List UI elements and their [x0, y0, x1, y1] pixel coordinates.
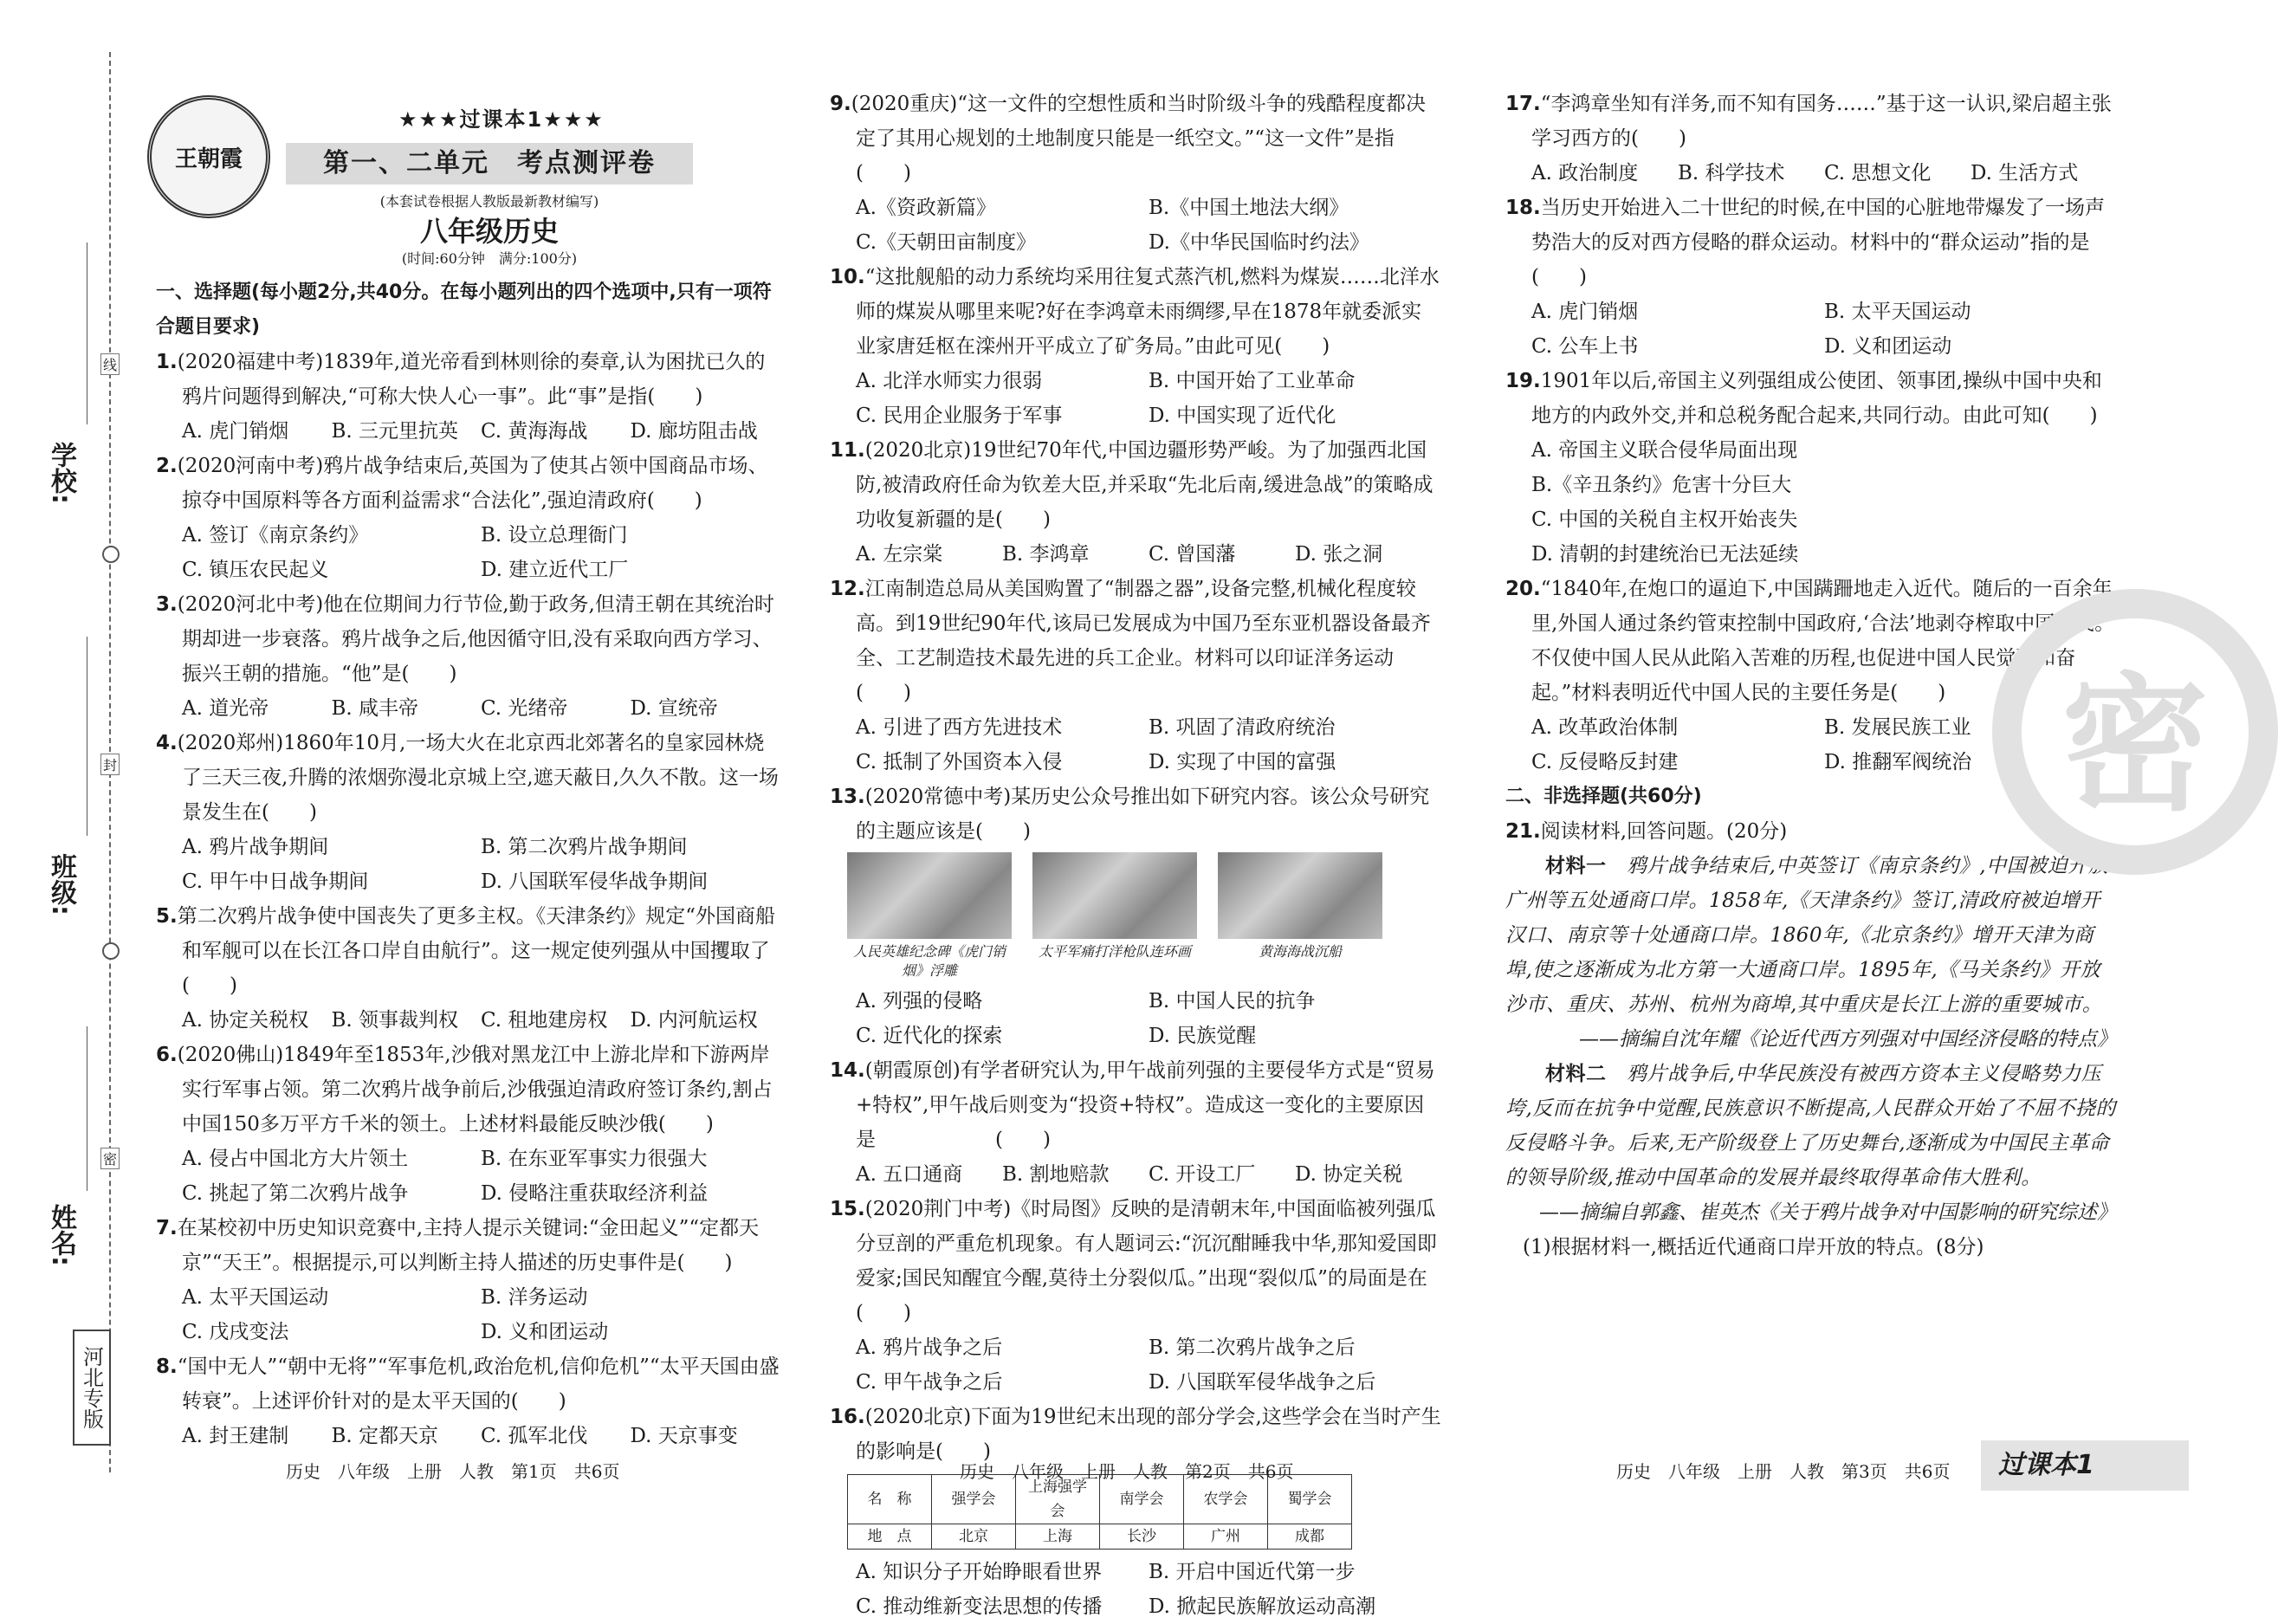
options	[830, 984, 1441, 1053]
table-cell: 长沙	[1100, 1524, 1184, 1550]
option-A[interactable]: A. 知识分子开始睁眼看世界	[856, 1561, 1103, 1583]
option-D[interactable]: D. 义和团运动	[1824, 335, 1952, 358]
material-2-source: ——摘编自郭鑫、崔英杰《关于鸦片战争对中国影响的研究综述》	[1539, 1201, 2117, 1224]
option-D[interactable]: D. 义和团运动	[481, 1321, 609, 1343]
option-C[interactable]: C. 曾国藩	[1149, 543, 1236, 566]
options	[830, 537, 1441, 572]
option-D[interactable]: D. 侵略注重获取经济利益	[481, 1182, 709, 1205]
table-cell: 上海	[1016, 1524, 1100, 1550]
option-A[interactable]: A. 太平天国运动	[182, 1286, 329, 1309]
option-A[interactable]: A. 帝国主义联合侵华局面出现	[1531, 439, 1798, 462]
table-cell: 地 点	[848, 1524, 932, 1550]
option-D[interactable]: D. 生活方式	[1971, 162, 2079, 184]
question-8	[156, 1349, 780, 1453]
option-A[interactable]: A. 虎门销烟	[1531, 301, 1639, 323]
option-B[interactable]: B. 太平天国运动	[1824, 301, 1971, 323]
option-B[interactable]: B. 设立总理衙门	[481, 524, 628, 547]
option-B[interactable]: B. 第二次鸦片战争期间	[481, 836, 688, 858]
question-7	[156, 1211, 780, 1349]
options	[156, 1142, 780, 1211]
question-stem: 19.1901年以后,帝国主义列强组成公使团、领事团,操纵中国中央和地方的内政外交,并和总税务配合起来,共同行动。由此可知( )	[1505, 370, 2102, 427]
table-cell: 北京	[932, 1524, 1016, 1550]
question-stem: 14.(朝霞原创)有学者研究认为,甲午战前列强的主要侵华方式是“贸易+特权”,甲午战后则变为“投资+特权”。造成这一变化的主要原因是 ( )	[830, 1059, 1435, 1151]
option-D[interactable]: D. 中国实现了近代化	[1149, 404, 1336, 427]
section-2-heading: 二、非选择题(共60分)	[1505, 786, 1702, 807]
photo-icon	[1218, 852, 1382, 939]
option-D[interactable]: D. 实现了中国的富强	[1149, 751, 1336, 773]
question-stem: 11.(2020北京)19世纪70年代,中国边疆形势严峻。为了加强西北国防,被清政府任命为钦差大臣,并采取“先北后南,缓进急战”的策略成功收复新疆的是( )	[830, 439, 1433, 531]
option-C[interactable]: C. 挑起了第二次鸦片战争	[182, 1182, 409, 1205]
option-B[interactable]: B. 领事裁判权	[331, 1009, 459, 1032]
options	[830, 710, 1441, 780]
question-12	[830, 572, 1441, 780]
q13-images	[830, 852, 1441, 980]
question-stem: 5.第二次鸦片战争使中国丧失了更多主权。《天津条约》规定“外国商船和军舰可以在长江各口岸自由航行”。这一规定使列强从中国攫取了( )	[156, 905, 776, 997]
option-A[interactable]: A. 引进了西方先进技术	[856, 716, 1063, 739]
subject-title: 八年级历史	[419, 215, 559, 248]
material-1-source: ——摘编自沈年耀《论近代西方列强对中国经济侵略的特点》	[1579, 1028, 2117, 1051]
question-9	[830, 87, 1441, 260]
option-D[interactable]: D. 八国联军侵华战争期间	[481, 870, 709, 893]
brand-logo: 王朝霞	[147, 95, 270, 218]
image-caption: 黄海海战沉船	[1258, 943, 1342, 960]
option-D[interactable]: D. 宣统帝	[630, 697, 718, 720]
option-A[interactable]: A. 鸦片战争期间	[182, 836, 329, 858]
footer-page-3: 历史 八年级 上册 人教 第3页 共6页	[1616, 1461, 1951, 1482]
options	[1505, 294, 2117, 364]
option-A[interactable]: A. 鸦片战争之后	[856, 1336, 1003, 1359]
option-C[interactable]: C.《天朝田亩制度》	[856, 231, 1037, 254]
option-C[interactable]: C. 近代化的探索	[856, 1025, 1003, 1047]
options	[156, 1419, 780, 1453]
edition-badge: 河北专版	[73, 1330, 111, 1446]
question-stem: 10.“这批舰船的动力系统均采用往复式蒸汽机,燃料为煤炭……北洋水师的煤炭从哪里来呢?好在李鸿章未雨绸缪,早在1878年就委派实业家唐廷枢在滦州开平成立了矿务局。”由此可见( )	[830, 266, 1440, 358]
question-16	[830, 1400, 1441, 1624]
column-2	[830, 87, 1547, 1624]
option-A[interactable]: A. 五口通商	[856, 1163, 963, 1186]
option-C[interactable]: C. 光绪帝	[481, 697, 568, 720]
binding-hole-icon	[102, 942, 120, 960]
material-1: 材料一 鸦片战争结束后,中英签订《南京条约》,中国被迫开放广州等五处通商口岸。1858年,《天津条约》签订,清政府被迫增开汉口、南京等十处通商口岸。1860年,《北京条约》增开天津为商埠,使之逐渐成为北方第一大通商口岸。1895年,《马关条约》开放沙市、重庆、苏州、杭州为商埠,其中重庆是长江上游的重要城市。	[1505, 855, 2109, 1016]
option-D[interactable]: D. 掀起民族解放运动高潮	[1149, 1595, 1376, 1618]
options	[156, 518, 780, 587]
option-B[interactable]: B. 第二次鸦片战争之后	[1149, 1336, 1356, 1359]
q13-image-2	[1032, 852, 1197, 980]
time-info: (时间:60分钟 满分:100分)	[401, 250, 578, 267]
mark-seal: 封	[100, 754, 120, 775]
option-A[interactable]: A. 左宗棠	[856, 543, 943, 566]
table-cell: 强学会	[932, 1475, 1016, 1524]
question-stem: 15.(2020荆门中考)《时局图》反映的是清朝末年,中国面临被列强瓜分豆剖的严重危机现象。有人题词云:“沉沉酣睡我中华,那知爱国即爱家;国民知醒宜今醒,莫待土分裂似瓜。”出现“裂似瓜”的局面是在 ( )	[830, 1198, 1547, 1324]
table-cell: 南学会	[1100, 1475, 1184, 1524]
unit-title: 第一、二单元 考点测评卷	[286, 143, 693, 184]
question-stem: 13.(2020常德中考)某历史公众号推出如下研究内容。该公众号研究的主题应该是( )	[830, 786, 1430, 843]
option-A[interactable]: A.《资政新篇》	[856, 197, 996, 219]
options	[830, 1555, 1441, 1624]
options	[830, 191, 1441, 260]
option-B[interactable]: B. 中国人民的抗争	[1149, 990, 1316, 1013]
school-label: 学校:	[46, 442, 76, 504]
question-stem: 20.“1840年,在炮口的逼迫下,中国蹒跚地走入近代。随后的一百余年里,外国人通过条约管束控制中国政府,‘合法’地剥夺榨取中国人民。不仅使中国人民从此陷入苦难的历程,也促进中国人民觉醒和奋起。”材料表明近代中国人民的主要任务是( )	[1505, 578, 2115, 704]
table-cell: 名 称	[848, 1475, 932, 1524]
option-C[interactable]: C. 开设工厂	[1149, 1163, 1256, 1186]
option-C[interactable]: C. 戊戌变法	[182, 1321, 289, 1343]
options	[156, 1003, 780, 1038]
options	[156, 691, 780, 726]
binding-margin	[0, 0, 121, 1550]
option-B[interactable]: B. 中国开始了工业革命	[1149, 370, 1356, 392]
question-14	[830, 1053, 1441, 1192]
column-1	[156, 275, 780, 1453]
question-13	[830, 780, 1441, 1053]
option-C[interactable]: C. 黄海海战	[481, 420, 588, 443]
options	[830, 1330, 1441, 1400]
question-stem: 12.江南制造总局从美国购置了“制器之器”,设备完整,机械化程度较高。到19世纪90年代,该局已发展成为中国乃至东亚机器设备最齐全、工艺制造技术最先进的兵工企业。材料可以印证洋务运动( )	[830, 578, 1431, 704]
option-D[interactable]: D. 建立近代工厂	[481, 559, 629, 581]
option-B[interactable]: B. 科学技术	[1678, 162, 1785, 184]
option-D[interactable]: D. 协定关税	[1295, 1163, 1403, 1186]
table-cell: 上海强学会	[1016, 1475, 1100, 1524]
question-stem: 1.(2020福建中考)1839年,道光帝看到林则徐的奏章,认为困扰已久的鸦片问题得到解决,“可称大快人心一事”。此“事”是指( )	[156, 351, 766, 408]
question-19	[1505, 364, 2117, 572]
question-1	[156, 345, 780, 449]
question-stem: 9.(2020重庆)“这一文件的空想性质和当时阶级斗争的残酷程度都决定了其用心规划的土地制度只能是一纸空文。”“这一文件”是指( )	[830, 93, 1426, 184]
option-D[interactable]: D.《中华民国临时约法》	[1149, 231, 1369, 254]
photo-icon	[847, 852, 1012, 939]
question-2	[156, 449, 780, 587]
mark-sealed: 密	[100, 1148, 120, 1169]
question-21: 21.阅读材料,回答问题。(20分)	[1505, 820, 1788, 843]
option-B[interactable]: B. 在东亚军事实力很强大	[481, 1148, 708, 1170]
option-B[interactable]: B. 割地赔款	[1002, 1163, 1110, 1186]
option-D[interactable]: D. 张之洞	[1295, 543, 1383, 566]
option-A[interactable]: A. 虎门销烟	[182, 420, 289, 443]
question-4	[156, 726, 780, 899]
option-B[interactable]: B. 定都天京	[331, 1425, 439, 1447]
table-row	[848, 1524, 1352, 1550]
image-caption: 人民英雄纪念碑《虎门销烟》浮雕	[852, 943, 1006, 979]
option-C[interactable]: C. 甲午战争之后	[856, 1371, 1003, 1394]
q13-image-3	[1218, 852, 1382, 980]
option-C[interactable]: C. 思想文化	[1824, 162, 1932, 184]
question-5	[156, 899, 780, 1038]
option-D[interactable]: D. 天京事变	[630, 1425, 738, 1447]
material-2: 材料二 鸦片战争后,中华民族没有被西方资本主义侵略势力压垮,反而在抗争中觉醒,民族意识不断提高,人民群众开始了不屈不挠的反侵略斗争。后来,无产阶级登上了历史舞台,逐渐成为中国民主革命的领导阶级,推动中国革命的发展并最终取得革命伟大胜利。	[1505, 1063, 2116, 1189]
section-1-heading: 一、选择题(每小题2分,共40分。在每小题列出的四个选项中,只有一项符合题目要求)	[156, 281, 772, 338]
options	[830, 364, 1441, 433]
options	[1505, 156, 2117, 191]
option-D[interactable]: D. 清朝的封建统治已无法延续	[1531, 543, 1799, 566]
image-caption: 太平军痛打洋枪队连环画	[1038, 943, 1191, 960]
option-B[interactable]: B. 开启中国近代第一步	[1149, 1561, 1356, 1583]
q13-image-1	[847, 852, 1012, 980]
option-C[interactable]: C. 甲午中日战争期间	[182, 870, 369, 893]
name-label: 姓名:	[46, 1204, 76, 1266]
binding-hole-icon	[102, 546, 120, 563]
brand-footer: 过课本1	[1981, 1440, 2189, 1491]
option-B[interactable]: B. 三元里抗英	[331, 420, 459, 443]
question-stem: 18.当历史开始进入二十世纪的时候,在中国的心脏地带爆发了一场声势浩大的反对西方侵略的群众运动。材料中的“群众运动”指的是( )	[1505, 197, 2106, 288]
option-A[interactable]: A. 侵占中国北方大片领土	[182, 1148, 409, 1170]
question-10	[830, 260, 1441, 433]
option-D[interactable]: D. 八国联军侵华战争之后	[1149, 1371, 1376, 1394]
options	[1505, 433, 2117, 572]
option-C[interactable]: C. 民用企业服务于军事	[856, 404, 1063, 427]
option-C[interactable]: C. 镇压农民起义	[182, 559, 329, 581]
option-C[interactable]: C. 反侵略反封建	[1531, 751, 1679, 773]
photo-icon	[1032, 852, 1197, 939]
class-label: 班级:	[46, 853, 76, 916]
question-stem: 17.“李鸿章坐知有洋务,而不知有国务……”基于这一认识,梁启超主张学习西方的( )	[1505, 93, 2112, 150]
option-D[interactable]: D. 推翻军阀统治	[1824, 751, 1972, 773]
secret-watermark: 密	[1992, 589, 2278, 875]
option-B[interactable]: B. 巩固了清政府统治	[1149, 716, 1336, 739]
option-A[interactable]: A. 协定关税权	[182, 1009, 309, 1032]
option-B[interactable]: B. 李鸿章	[1002, 543, 1090, 566]
option-A[interactable]: A. 封王建制	[182, 1425, 289, 1447]
question-stem: 8.“国中无人”“朝中无将”“军事危机,政治危机,信仰危机”“太平天国由盛转衰”。上述评价针对的是太平天国的( )	[156, 1355, 780, 1413]
option-A[interactable]: A. 签订《南京条约》	[182, 524, 369, 547]
options	[830, 1157, 1441, 1192]
options	[156, 830, 780, 899]
option-A[interactable]: A. 政治制度	[1531, 162, 1639, 184]
question-stem: 6.(2020佛山)1849年至1853年,沙俄对黑龙江中上游北岸和下游两岸实行军事占领。第二次鸦片战争前后,沙俄强迫清政府签订条约,割占中国150多万平方千米的领土。上述材料最能反映沙俄( )	[156, 1044, 773, 1136]
question-3	[156, 587, 780, 726]
option-D[interactable]: D. 内河航运权	[630, 1009, 758, 1032]
table-cell: 农学会	[1184, 1475, 1268, 1524]
option-A[interactable]: A. 改革政治体制	[1531, 716, 1679, 739]
option-C[interactable]: C. 租地建房权	[481, 1009, 608, 1032]
options	[156, 1280, 780, 1349]
option-B[interactable]: B. 洋务运动	[481, 1286, 588, 1309]
question-stem: 2.(2020河南中考)鸦片战争结束后,英国为了使其占领中国商品市场、掠夺中国原料等各方面利益需求“合法化”,强迫清政府( )	[156, 455, 768, 512]
option-D[interactable]: D. 民族觉醒	[1149, 1025, 1257, 1047]
question-stem: 7.在某校初中历史知识竞赛中,主持人提示关键词:“金田起义”“定都天京”“天王”。根据提示,可以判断主持人描述的历史事件是( )	[156, 1217, 760, 1274]
option-D[interactable]: D. 廊坊阻击战	[630, 420, 758, 443]
option-B[interactable]: B. 咸丰帝	[331, 697, 419, 720]
option-C[interactable]: C. 公车上书	[1531, 335, 1639, 358]
question-15	[830, 1192, 1547, 1400]
option-A[interactable]: A. 列强的侵略	[856, 990, 983, 1013]
question-stem: 3.(2020河北中考)他在位期间力行节俭,勤于政务,但清王朝在其统治时期却进一步衰落。鸦片战争之后,他因循守旧,没有采取向西方学习、振兴王朝的措施。“他”是( )	[156, 593, 774, 685]
option-B[interactable]: B.《中国土地法大纲》	[1149, 197, 1349, 219]
mark-line: 线	[100, 353, 120, 375]
option-A[interactable]: A. 道光帝	[182, 697, 269, 720]
option-B[interactable]: B.《辛丑条约》危害十分巨大	[1531, 474, 1792, 496]
question-11	[830, 433, 1441, 572]
table-cell: 成都	[1268, 1524, 1352, 1550]
series-title: ★★★过课本1★★★	[398, 107, 605, 132]
table-cell: 蜀学会	[1268, 1475, 1352, 1524]
option-C[interactable]: C. 抵制了外国资本入侵	[856, 751, 1063, 773]
question-6	[156, 1038, 780, 1211]
subquestion-1: (1)根据材料一,概括近代通商口岸开放的特点。(8分)	[1523, 1236, 1984, 1258]
option-B[interactable]: B. 发展民族工业	[1824, 716, 1971, 739]
footer-page-1: 历史 八年级 上册 人教 第1页 共6页	[286, 1461, 620, 1482]
footer-page-2: 历史 八年级 上册 人教 第2页 共6页	[960, 1461, 1294, 1482]
question-17	[1505, 87, 2117, 191]
table-cell: 广州	[1184, 1524, 1268, 1550]
society-table	[847, 1474, 1352, 1550]
option-C[interactable]: C. 推动维新变法思想的传播	[856, 1595, 1103, 1618]
options	[156, 414, 780, 449]
question-18	[1505, 191, 2117, 364]
question-stem: 16.(2020北京)下面为19世纪末出现的部分学会,这些学会在当时产生的影响是( )	[830, 1406, 1441, 1463]
edition-note: (本套试卷根据人教版最新教材编写)	[379, 193, 599, 210]
option-A[interactable]: A. 北洋水师实力很弱	[856, 370, 1043, 392]
question-stem: 4.(2020郑州)1860年10月,一场大火在北京西北郊著名的皇家园林烧了三天三夜,升腾的浓烟弥漫北京城上空,遮天蔽日,久久不散。这一场景发生在( )	[156, 732, 779, 824]
option-C[interactable]: C. 孤军北伐	[481, 1425, 588, 1447]
option-C[interactable]: C. 中国的关税自主权开始丧失	[1531, 508, 1798, 531]
paper-header	[147, 95, 780, 267]
